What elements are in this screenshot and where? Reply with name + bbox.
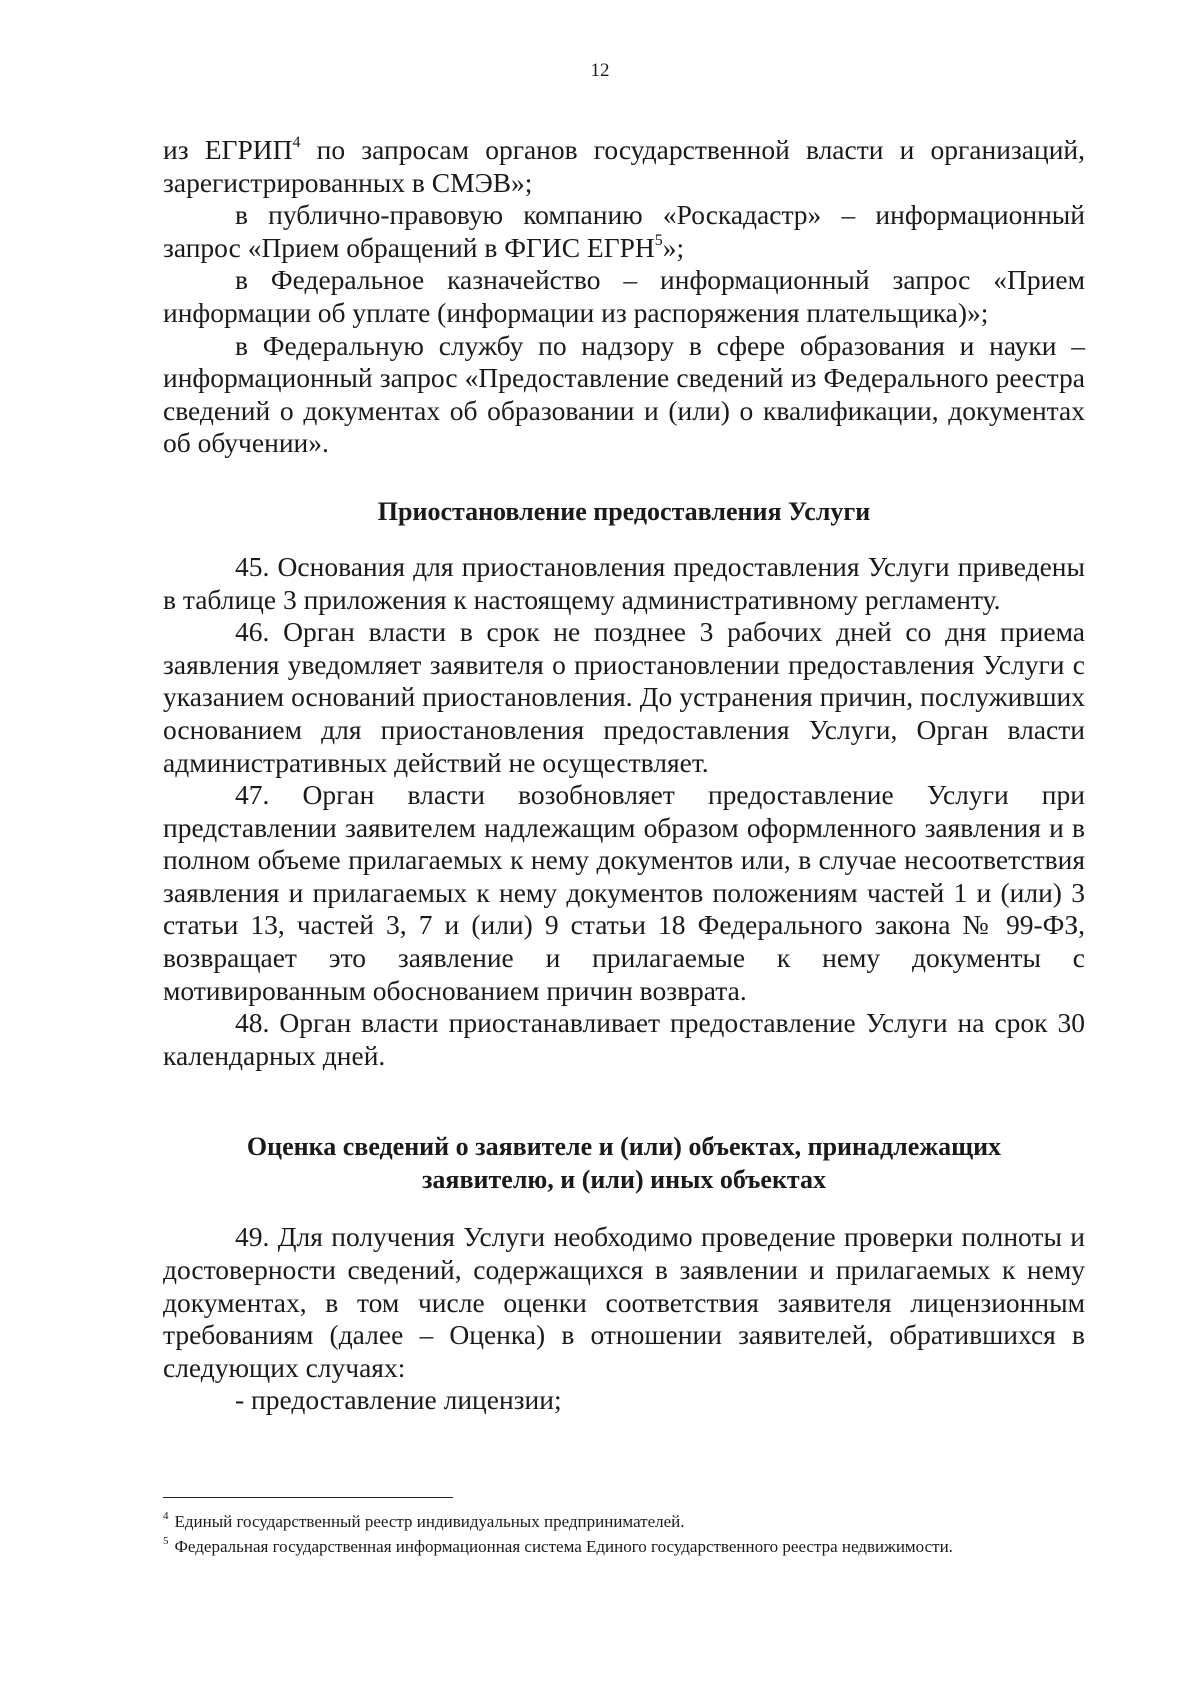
paragraph-46: 46. Орган власти в срок не позднее 3 рабочих дней со дня приема заявления уведомляет заявителя о приостановлении предоставления Услуги с указанием оснований приостановления. До устранения причин, послуживших основанием для приостановления предоставления Услуги, Орган власти административных действий не осуществляет. [163, 616, 1085, 778]
footnote-ref-5[interactable]: 5 [654, 231, 663, 249]
paragraph-treasury: в Федеральное казначейство – информационный запрос «Прием информации об уплате (информации из распоряжения плательщика)»; [163, 264, 1085, 328]
paragraph-roskadastr [163, 199, 1085, 264]
paragraph-48: 48. Орган власти приостанавливает предоставление Услуги на срок 30 календарных дней. [163, 1007, 1085, 1071]
paragraph-text: »; [662, 231, 685, 263]
section-heading-suspension: Приостановление предоставления Услуги [377, 496, 871, 526]
paragraph-47: 47. Орган власти возобновляет предоставление Услуги при представлении заявителем надлежащим образом оформленного заявления и в полном объеме прилагаемых к нему документов или, в случае несоответствия заявления и прилагаемых к нему документов положениям частей 1 и (или) 3 статьи 13, частей 3, 7 и (или) 9 статьи 18 Федерального закона № 99-ФЗ, возвращает это заявление и прилагаемые к нему документы с мотивированным обоснованием причин возврата. [163, 779, 1085, 1006]
footnote-ref-4[interactable]: 4 [292, 133, 301, 151]
paragraph-text: из ЕГРИП [163, 134, 293, 165]
heading-line: Оценка сведений о заявителе и (или) объектах, принадлежащих [246, 1132, 1002, 1162]
footnote-separator [163, 1497, 453, 1498]
heading-line: заявителю, и (или) иных объектах [421, 1165, 827, 1195]
paragraph-text: в публично-правовую компанию «Роскадастр» – информационный запрос «Прием обращений в ФГИС ЕГРН [163, 199, 1085, 263]
footnote-text: Единый государственный реестр индивидуальных предпринимателей. [174, 1512, 685, 1531]
footnotes [163, 1510, 1085, 1559]
list-item-license: - предоставление лицензии; [235, 1384, 562, 1416]
section-heading-assessment [163, 1130, 1085, 1196]
paragraph-education-service: в Федеральную службу по надзору в сфере образования и науки – информационный запрос «Предоставление сведений из Федерального реестра сведений о документах об образовании и (или) о квалификации, документах об обучении». [163, 329, 1085, 459]
paragraph-49: 49. Для получения Услуги необходимо проведение проверки полноты и достоверности сведений, содержащихся в заявлении и прилагаемых к нему документах, в том числе оценки соответствия заявителя лицензионным требованиям (далее – Оценка) в отношении заявителей, обратившихся в следующих случаях: [163, 1221, 1085, 1383]
footnote-4 [163, 1510, 1085, 1535]
footnote-5 [163, 1535, 1085, 1560]
footnote-marker: 5 [163, 1534, 169, 1547]
paragraph-45: 45. Основания для приостановления предоставления Услуги приведены в таблице 3 приложения к настоящему административному регламенту. [163, 550, 1085, 615]
page-number: 12 [590, 60, 610, 81]
page-body [163, 134, 1085, 1417]
footnote-text: Федеральная государственная информационная система Единого государственного реестра недвижимости. [174, 1536, 953, 1556]
paragraph-text: по запросам органов государственной власти и организаций, зарегистрированных в СМЭВ»; [163, 134, 1086, 198]
footnote-marker: 4 [163, 1510, 169, 1523]
paragraph-egrip-request [163, 134, 1085, 199]
